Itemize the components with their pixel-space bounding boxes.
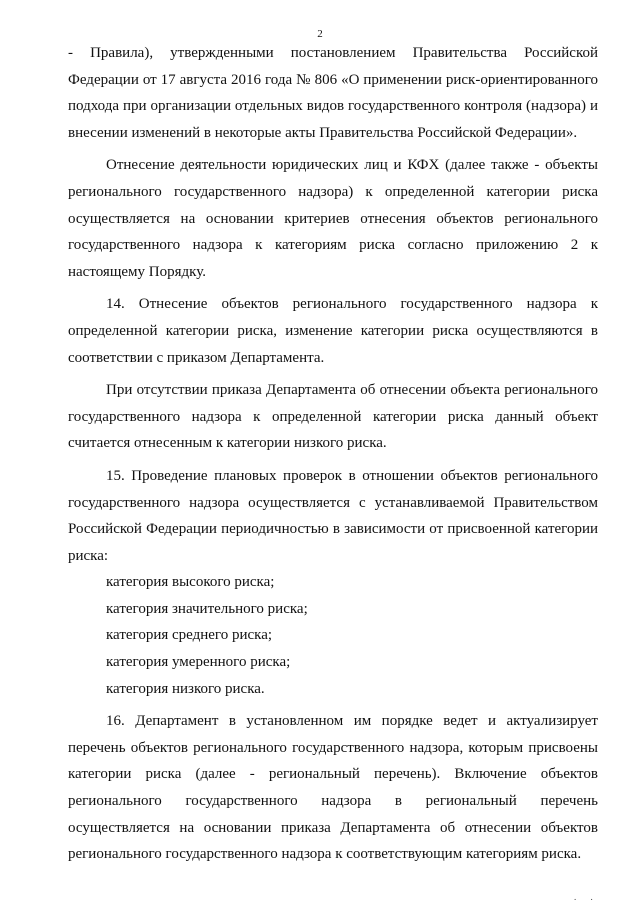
risk-category-low: категория низкого риска. xyxy=(106,680,265,697)
risk-category-medium: категория среднего риска; xyxy=(106,627,273,644)
risk-category-significant: категория значительного риска; xyxy=(106,600,308,617)
paragraph-classification: Отнесение деятельности юридических лиц и КФХ (далее также - объекты регионального государственного надзора) к определенной категории риска осуществляется на основании критериев отнесения объектов регионального государственного надзора к категориям риска согласно приложению 2 к настоящему Порядку. xyxy=(68,157,598,280)
paragraph-intro: - Правила), утвержденными постановлением Правительства Российской Федерации от 17 августа 2016 года № 806 «О применении риск-ориентированного подхода при организации отдельных видов государственного контроля (надзора) и внесении изменений в некоторые акты Правительства Российской Федерации». xyxy=(68,45,598,141)
paragraph-no-order: При отсутствии приказа Департамента об отнесении объекта регионального государственного надзора к определенной категории риска данный объект считается отнесенным к категории низкого риска. xyxy=(68,382,598,452)
paragraph-14: 14. Отнесение объектов регионального государственного надзора к определенной категории риска, изменение категории риска осуществляются в соответствии с приказом Департамента. xyxy=(68,296,598,366)
paragraph-15: 15. Проведение плановых проверок в отношении объектов регионального государственного надзора осуществляется с устанавливаемой Правительством Российской Федерации периодичностью в зависимости от присвоенной категории риска: xyxy=(68,467,598,564)
document-body xyxy=(68,40,598,868)
risk-category-moderate: категория умеренного риска; xyxy=(106,654,291,671)
scan-artifact-dots: . . xyxy=(574,892,599,902)
risk-category-high: категория высокого риска; xyxy=(106,574,275,591)
paragraph-16: 16. Департамент в установленном им порядке ведет и актуализирует перечень объектов регионального государственного надзора, которым присвоены категории риска (далее - региональный перечень). Включение объектов регионального государственного надзора в региональный перечень осуществляется на основании приказа Департамента об отнесении объектов регионального государственного надзора к соответствующим категориям риска. xyxy=(68,713,598,863)
page-number: 2 xyxy=(317,28,323,40)
